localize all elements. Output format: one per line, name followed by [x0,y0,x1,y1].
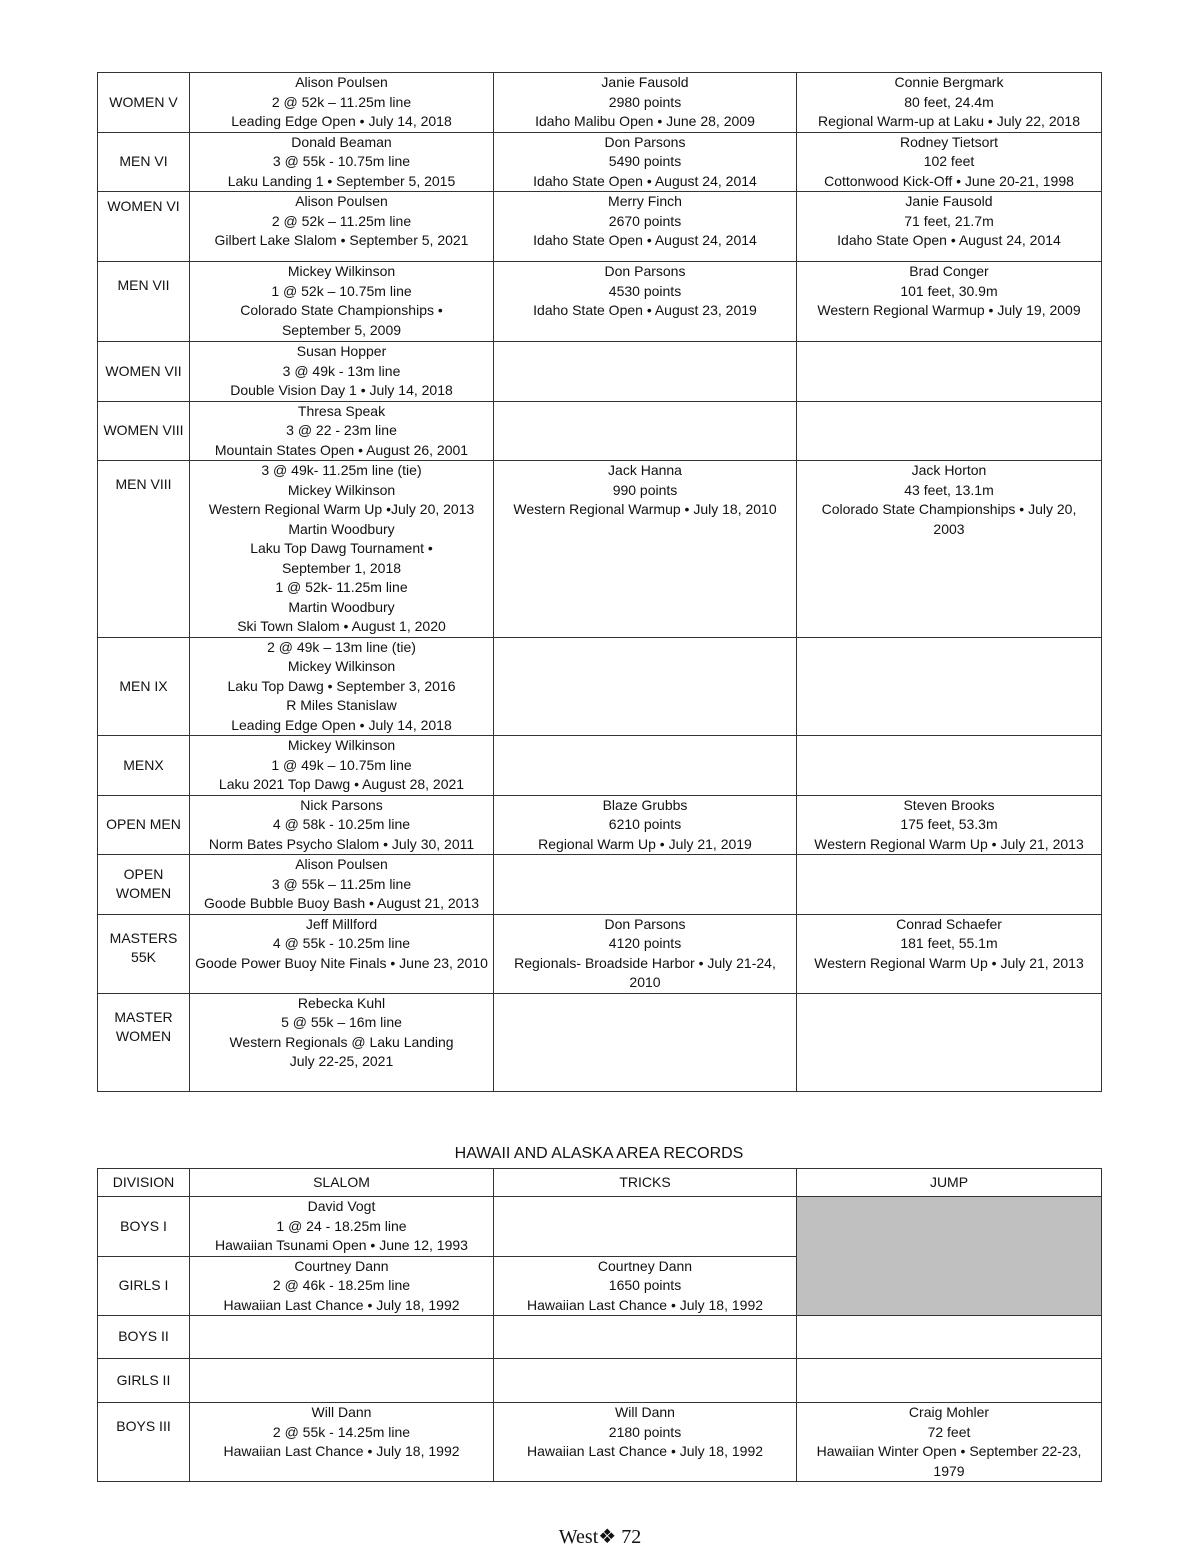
record-row [98,342,1102,402]
division-label: WOMEN VIII [98,401,190,461]
slalom-cell [190,1316,494,1359]
tricks-cell-line: 1650 points [608,1277,682,1293]
slalom-cell [190,914,494,993]
jump-cell [797,855,1102,915]
slalom-cell-line: Susan Hopper [296,343,387,359]
slalom-cell-line: Western Regional Warm Up •July 20, 2013 [208,501,475,517]
slalom-cell-line: Colorado State Championships • [240,302,443,318]
jump-cell-line: 1979 [933,1462,965,1479]
records-table [97,72,1102,1092]
jump-cell-line: Conrad Schaefer [896,915,1002,932]
slalom-cell [190,736,494,796]
slalom-cell-line: 1 @ 52k – 10.75m line [271,282,412,299]
division-label: GIRLS I [98,1256,190,1316]
tricks-cell-line: Jack Hanna [608,462,682,478]
tricks-cell [494,461,797,638]
division-label: BOYS II [98,1316,190,1359]
tricks-cell-line: Hawaiian Last Chance • July 18, 1992 [526,1296,764,1313]
tricks-cell-line: 990 points [612,481,678,498]
tricks-cell [494,132,797,192]
hawaii-record-row [98,1197,1102,1257]
hawaii-header-row [98,1169,1102,1197]
tricks-cell-line: 6210 points [608,816,682,832]
header-tricks: TRICKS [494,1169,797,1197]
jump-cell [797,1403,1102,1482]
tricks-cell-line: Idaho State Open • August 23, 2019 [533,302,757,318]
jump-cell [797,342,1102,402]
slalom-cell-line: 2 @ 52k – 11.25m line [271,93,412,110]
slalom-cell [190,993,494,1091]
jump-cell-line: Janie Fausold [905,193,993,209]
slalom-cell-line: Gilbert Lake Slalom • September 5, 2021 [214,232,469,248]
tricks-cell-line: Idaho State Open • August 24, 2014 [533,232,757,248]
jump-cell-line: Steven Brooks [903,796,995,813]
hawaii-record-row [98,1359,1102,1403]
jump-cell-line: Idaho State Open • August 24, 2014 [837,232,1061,248]
slalom-cell-line: Martin Woodbury [288,520,395,537]
slalom-cell-line: Ski Town Slalom • August 1, 2020 [237,618,446,634]
tricks-cell-line: Don Parsons [604,915,686,932]
jump-cell-line: Western Regional Warm Up • July 21, 2013 [814,835,1084,852]
tricks-cell [494,192,797,262]
jump-cell [797,1316,1102,1359]
slalom-cell-line: Laku 2021 Top Dawg • August 28, 2021 [218,776,465,792]
jump-cell-line: 72 feet [927,1423,971,1440]
jump-cell-line: Regional Warm-up at Laku • July 22, 2018 [818,113,1080,129]
slalom-cell-line: 3 @ 49k - 13m line [282,362,401,379]
slalom-cell-line: Mickey Wilkinson [287,658,396,674]
division-label: OPEN WOMEN [98,855,190,915]
division-label: GIRLS II [98,1359,190,1403]
jump-cell-line: 101 feet, 30.9m [900,282,998,299]
tricks-cell [494,262,797,342]
jump-cell-shaded [797,1197,1102,1316]
division-label: MENX [98,736,190,796]
slalom-cell-line: 1 @ 24 - 18.25m line [276,1217,407,1234]
tricks-cell [494,637,797,736]
slalom-cell-line: Alison Poulsen [295,193,388,209]
tricks-cell [494,736,797,796]
tricks-cell-line: Will Dann [615,1404,675,1420]
slalom-cell [190,342,494,402]
slalom-cell-line: 1 @ 49k – 10.75m line [271,756,412,773]
slalom-cell-line: 1 @ 52k- 11.25m line [275,579,408,595]
slalom-cell-line: Courtney Dann [294,1257,389,1274]
jump-cell [797,993,1102,1091]
record-row [98,192,1102,262]
slalom-cell [190,192,494,262]
jump-cell-line: Craig Mohler [908,1404,990,1420]
jump-cell-line: Western Regional Warm Up • July 21, 2013 [814,954,1084,971]
slalom-cell-line: 3 @ 22 - 23m line [286,422,397,438]
jump-cell-line: Rodney Tietsort [899,133,999,150]
slalom-cell-line: Mickey Wilkinson [287,481,396,498]
slalom-cell [190,795,494,855]
tricks-cell-line: Merry Finch [608,193,682,209]
slalom-cell-line: Jeff Millford [305,915,378,932]
tricks-cell-line: Janie Fausold [601,74,689,90]
slalom-cell [190,401,494,461]
tricks-cell-line: Western Regional Warmup • July 18, 2010 [513,501,777,517]
slalom-cell [190,1359,494,1403]
slalom-cell [190,855,494,915]
jump-cell-line: 2003 [933,520,965,537]
hawaii-records-table [97,1168,1102,1482]
slalom-cell-line: Hawaiian Tsunami Open • June 12, 1993 [215,1237,468,1253]
tricks-cell-line: Regional Warm Up • July 21, 2019 [538,835,752,852]
jump-cell [797,1359,1102,1403]
jump-cell-line: Connie Bergmark [894,74,1004,90]
slalom-cell-line: Donald Beaman [291,133,392,150]
slalom-cell-line: 4 @ 58k - 10.25m line [272,816,411,832]
division-label: WOMEN VI [98,192,190,262]
record-row [98,401,1102,461]
jump-cell-line: Brad Conger [909,263,989,279]
record-row [98,993,1102,1091]
slalom-cell-line: Double Vision Day 1 • July 14, 2018 [230,382,453,398]
slalom-cell-line: Rebecka Kuhl [297,994,386,1011]
jump-cell [797,637,1102,736]
slalom-cell-line: David Vogt [307,1198,376,1214]
tricks-cell-line: Blaze Grubbs [602,796,688,813]
tricks-cell-line: Courtney Dann [597,1257,693,1274]
tricks-cell-line: 2670 points [608,212,682,229]
division-label: MEN VIII [98,461,190,638]
records-table-body [98,73,1102,1092]
slalom-cell-line: Laku Top Dawg • September 3, 2016 [227,677,456,694]
jump-cell [797,795,1102,855]
slalom-cell-line: Leading Edge Open • July 14, 2018 [231,716,452,733]
division-label: MASTERS 55K [98,914,190,993]
slalom-cell-line: Alison Poulsen [295,856,388,872]
slalom-cell-line: 2 @ 49k – 13m line (tie) [267,638,416,655]
slalom-cell [190,461,494,638]
tricks-cell [494,914,797,993]
slalom-cell-line: Mountain States Open • August 26, 2001 [214,441,469,458]
tricks-cell [494,342,797,402]
slalom-cell-line: September 1, 2018 [281,559,402,576]
jump-cell-line: 102 feet [923,153,975,169]
jump-cell [797,736,1102,796]
record-row [98,461,1102,638]
jump-cell-line: Colorado State Championships • July 20, [821,501,1077,517]
tricks-cell [494,1316,797,1359]
tricks-cell-line: 4120 points [608,935,682,951]
hawaii-record-row [98,1403,1102,1482]
slalom-cell-line: Norm Bates Psycho Slalom • July 30, 2011 [208,835,475,852]
hawaii-section-title: HAWAII AND ALASKA AREA RECORDS [454,1145,744,1162]
tricks-cell-line: Don Parsons [604,133,686,150]
slalom-cell-line: Laku Landing 1 • September 5, 2015 [227,172,456,189]
record-row [98,262,1102,342]
jump-cell-line: Jack Horton [911,462,987,478]
division-label: WOMEN V [98,73,190,133]
tricks-cell-line: 2180 points [608,1423,682,1440]
jump-cell [797,192,1102,262]
division-label: MASTER WOMEN [98,993,190,1091]
jump-cell-line: 71 feet, 21.7m [904,212,994,229]
tricks-cell [494,993,797,1091]
jump-cell-line: 181 feet, 55.1m [900,935,998,951]
slalom-cell-line: 2 @ 46k - 18.25m line [272,1277,411,1293]
tricks-cell [494,1197,797,1257]
slalom-cell-line: Will Dann [311,1404,372,1420]
slalom-cell-line: Hawaiian Last Chance • July 18, 1992 [223,1443,460,1459]
tricks-cell-line: 5490 points [608,153,682,169]
tricks-cell [494,1359,797,1403]
tricks-cell-line: Idaho Malibu Open • June 28, 2009 [535,113,755,129]
jump-cell [797,401,1102,461]
slalom-cell-line: 5 @ 55k – 16m line [281,1014,402,1030]
slalom-cell [190,132,494,192]
tricks-cell [494,1256,797,1316]
slalom-cell-line: 3 @ 49k- 11.25m line (tie) [261,462,422,478]
record-row [98,637,1102,736]
division-label: MEN VI [98,132,190,192]
slalom-cell-line: Goode Power Buoy Nite Finals • June 23, 2010 [195,954,488,971]
jump-cell [797,132,1102,192]
slalom-cell-line: Laku Top Dawg Tournament • [250,540,433,556]
jump-cell-line: Western Regional Warmup • July 19, 2009 [817,302,1081,318]
slalom-cell-line: Thresa Speak [297,402,386,419]
division-label: OPEN MEN [98,795,190,855]
record-row [98,855,1102,915]
record-row [98,795,1102,855]
tricks-cell-line: 2010 [629,974,661,990]
tricks-cell [494,795,797,855]
tricks-cell-line: 2980 points [608,93,682,110]
jump-cell-line: 43 feet, 13.1m [904,481,994,498]
slalom-cell [190,1256,494,1316]
hawaii-record-row [98,1316,1102,1359]
record-row [98,914,1102,993]
tricks-cell-line: Don Parsons [604,263,686,279]
tricks-cell-line: Idaho State Open • August 24, 2014 [533,172,757,189]
record-row [98,132,1102,192]
slalom-cell-line: 3 @ 55k - 10.75m line [272,153,411,169]
jump-cell [797,73,1102,133]
slalom-cell-line: Nick Parsons [300,796,383,813]
slalom-cell-line: Mickey Wilkinson [287,737,396,753]
jump-cell [797,461,1102,638]
header-division: DIVISION [98,1169,190,1197]
slalom-cell-line: R Miles Stanislaw [286,697,397,713]
slalom-cell-line: Western Regionals @ Laku Landing [229,1033,454,1050]
tricks-cell-line: Regionals- Broadside Harbor • July 21-24, [514,954,776,971]
slalom-cell [190,637,494,736]
tricks-cell-line: Hawaiian Last Chance • July 18, 1992 [526,1443,764,1459]
tricks-cell [494,1403,797,1482]
tricks-cell [494,401,797,461]
slalom-cell-line: Leading Edge Open • July 14, 2018 [231,113,452,129]
header-slalom: SLALOM [190,1169,494,1197]
jump-cell [797,262,1102,342]
slalom-cell-line: Mickey Wilkinson [287,263,396,279]
jump-cell [797,914,1102,993]
jump-cell-line: 175 feet, 53.3m [900,816,998,832]
page-footer: West❖ 72 [558,1526,642,1548]
division-label: BOYS III [98,1403,190,1482]
slalom-cell-line: 2 @ 55k - 14.25m line [272,1423,411,1440]
tricks-cell [494,855,797,915]
jump-cell-line: Hawaiian Winter Open • September 22-23, [816,1443,1082,1459]
slalom-cell-line: Martin Woodbury [288,598,395,615]
slalom-cell-line: 3 @ 55k – 11.25m line [271,875,412,892]
slalom-cell [190,1197,494,1257]
header-jump: JUMP [797,1169,1102,1197]
hawaii-table-body [98,1197,1102,1482]
slalom-cell [190,262,494,342]
slalom-cell-line: Hawaiian Last Chance • July 18, 1992 [223,1296,460,1313]
tricks-cell-line: 4530 points [608,282,682,299]
slalom-cell-line: 4 @ 55k - 10.25m line [272,935,411,951]
slalom-cell-line: Goode Bubble Buoy Bash • August 21, 2013 [204,895,479,911]
record-row [98,736,1102,796]
tricks-cell [494,73,797,133]
division-label: MEN IX [98,637,190,736]
slalom-cell-line: Alison Poulsen [295,74,388,90]
record-row [98,73,1102,133]
division-label: BOYS I [98,1197,190,1257]
slalom-cell [190,1403,494,1482]
division-label: WOMEN VII [98,342,190,402]
slalom-cell-line: 2 @ 52k – 11.25m line [271,212,412,229]
slalom-cell-line: September 5, 2009 [281,321,402,338]
slalom-cell-line: July 22-25, 2021 [289,1053,394,1069]
jump-cell-line: Cottonwood Kick-Off • June 20-21, 1998 [824,172,1074,189]
slalom-cell [190,73,494,133]
division-label: MEN VII [98,262,190,342]
jump-cell-line: 80 feet, 24.4m [904,93,994,110]
